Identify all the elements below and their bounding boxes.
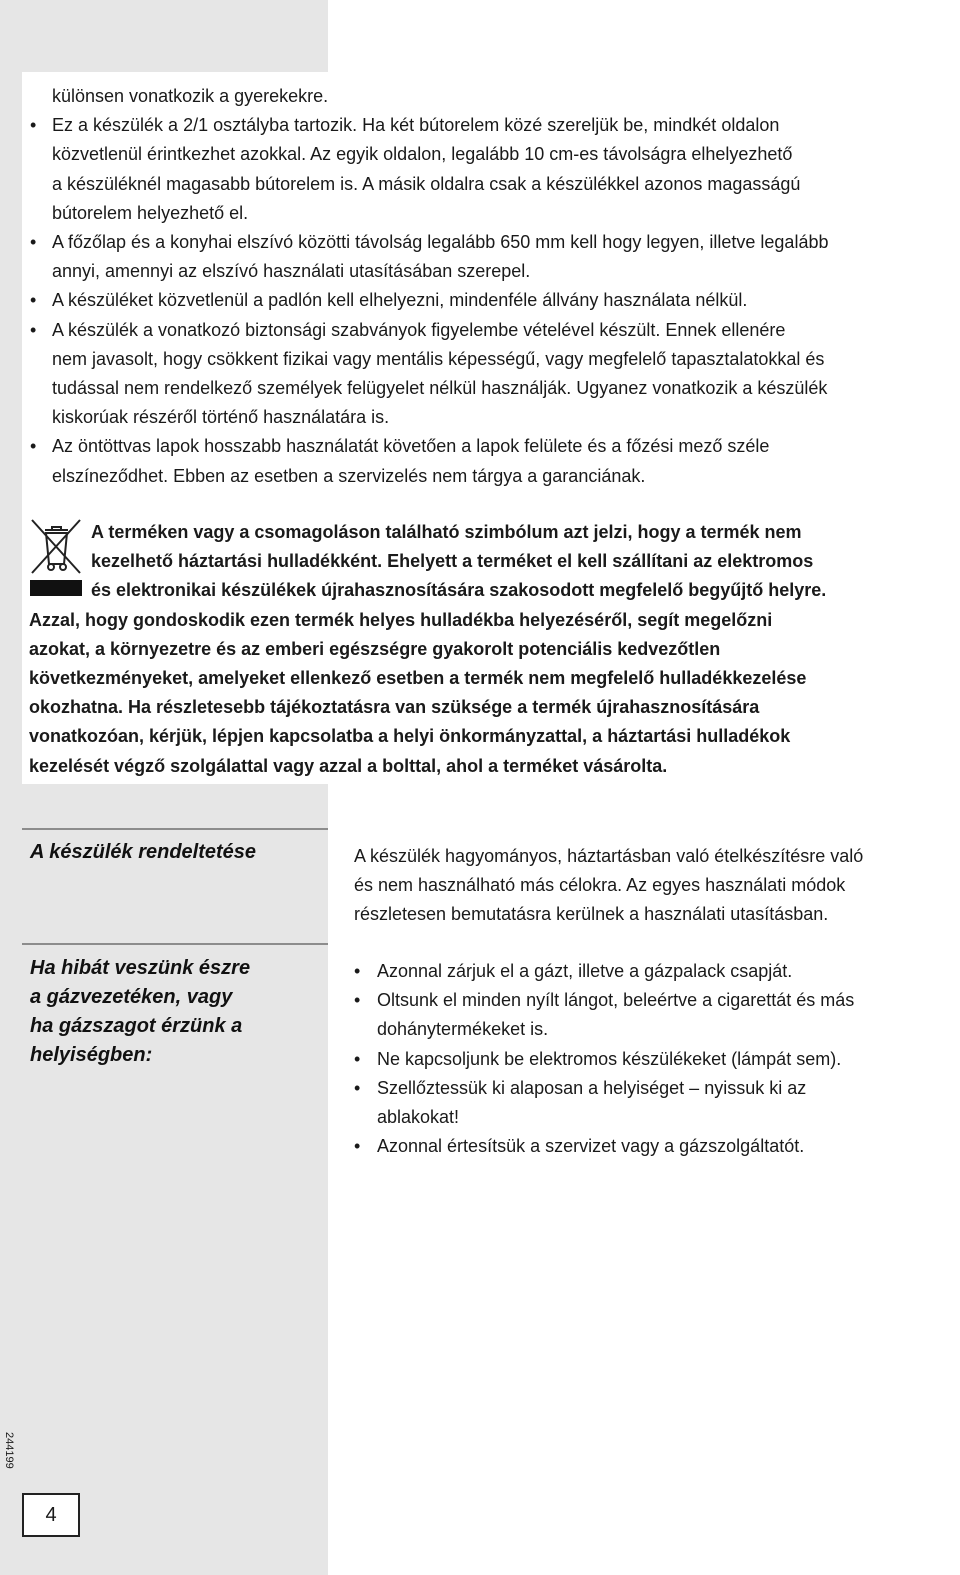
safety-list	[22, 82, 952, 491]
purpose-heading: A készülék rendeltetése	[30, 841, 257, 863]
purpose-text: A készülék hagyományos, háztartásban való ételkészítésre való és nem használható más célokra. Az egyes használati módok részletesen bemutatásra kerülnek a használati utasításban.	[354, 846, 864, 925]
gas-leak-item: • Azonnal értesítsük a szervizet vagy a gázszolgáltatót.	[352, 1132, 952, 1161]
safety-item: • A készüléket közvetlenül a padlón kell elhelyezni, mindenféle állvány használata nélkül.	[22, 286, 952, 315]
section-divider	[22, 943, 328, 945]
gas-leak-heading: Ha hibát veszünk észre a gázvezetéken, vagy ha gázszagot érzünk a helyiségben:	[30, 957, 251, 1066]
safety-item: • A készülék a vonatkozó biztonsági szabványok figyelembe vételével készült. Ennek ellenére nem javasolt, hogy csökkent fizikai vagy mentális képességű, vagy megfelelő tapasztalatokkal és tudással nem rendelkező személyek felügyelet nélkül használják. Ugyanez vonatkozik a készülék kiskorúak részéről történő használatára is.	[22, 316, 952, 433]
safety-item: • Az öntöttvas lapok hosszabb használatát követően a lapok felülete és a főzési mező széle elszíneződhet. Ebben az esetben a szervizelés nem tárgya a garanciának.	[22, 432, 952, 490]
safety-item: • A főzőlap és a konyhai elszívó közötti távolság legalább 650 mm kell hogy legyen, illetve legalább annyi, amennyi az elszívó használati utasításában szerepel.	[22, 228, 952, 286]
gas-leak-item: • Szellőztessük ki alaposan a helyiséget – nyissuk ki az ablakokat!	[352, 1074, 952, 1132]
safety-lead: különsen vonatkozik a gyerekekre.	[52, 86, 329, 106]
gas-leak-item: • Ne kapcsoljunk be elektromos készülékeket (lámpát sem).	[352, 1045, 952, 1074]
weee-notice: A terméken vagy a csomagoláson található szimbólum azt jelzi, hogy a termék nem kezelhető háztartási hulladékként. Ehelyett a terméket el kell szállítani az elektromos és elektronikai készülékek újrahasznosítására szakosodott megfelelő begyűjtő helyre. Azzal, hogy gondoskodik ezen termék helyes hulladékba helyezéséről, segít megelőzni azokat, a környezetre és az emberi egészségre gyakorolt potenciális kedvezőtlen következményeket, amelyeket ellenkező esetben a termék nem megfelelő hulladékkezelése okozhatna. Ha részletesebb tájékoztatásra van szüksége a termék újrahasznosítására vonatkozóan, kérjük, lépjen kapcsolatba a helyi önkormányzattal, a háztartási hulladékok kezelését végző szolgálattal vagy azzal a bolttal, ahol a terméket vásárolta.	[29, 522, 827, 776]
section-divider	[22, 828, 328, 830]
gas-leak-item: • Oltsunk el minden nyílt lángot, beleértve a cigarettát és más dohánytermékeket is.	[352, 986, 952, 1044]
gas-leak-item: • Azonnal zárjuk el a gázt, illetve a gázpalack csapját.	[352, 957, 952, 986]
page-number: 4	[22, 1493, 80, 1537]
document-code: 244199	[3, 1432, 15, 1469]
gas-leak-list	[352, 957, 952, 1161]
safety-item: • Ez a készülék a 2/1 osztályba tartozik. Ha két bútorelem közé szereljük be, mindkét oldalon közvetlenül érintkezhet azokkal. Az egyik oldalon, legalább 10 cm-es távolságra elhelyezhető a készüléknél magasabb bútorelem is. A másik oldalra csak a készülékkel azonos magasságú bútorelem helyezhető el.	[22, 111, 952, 228]
